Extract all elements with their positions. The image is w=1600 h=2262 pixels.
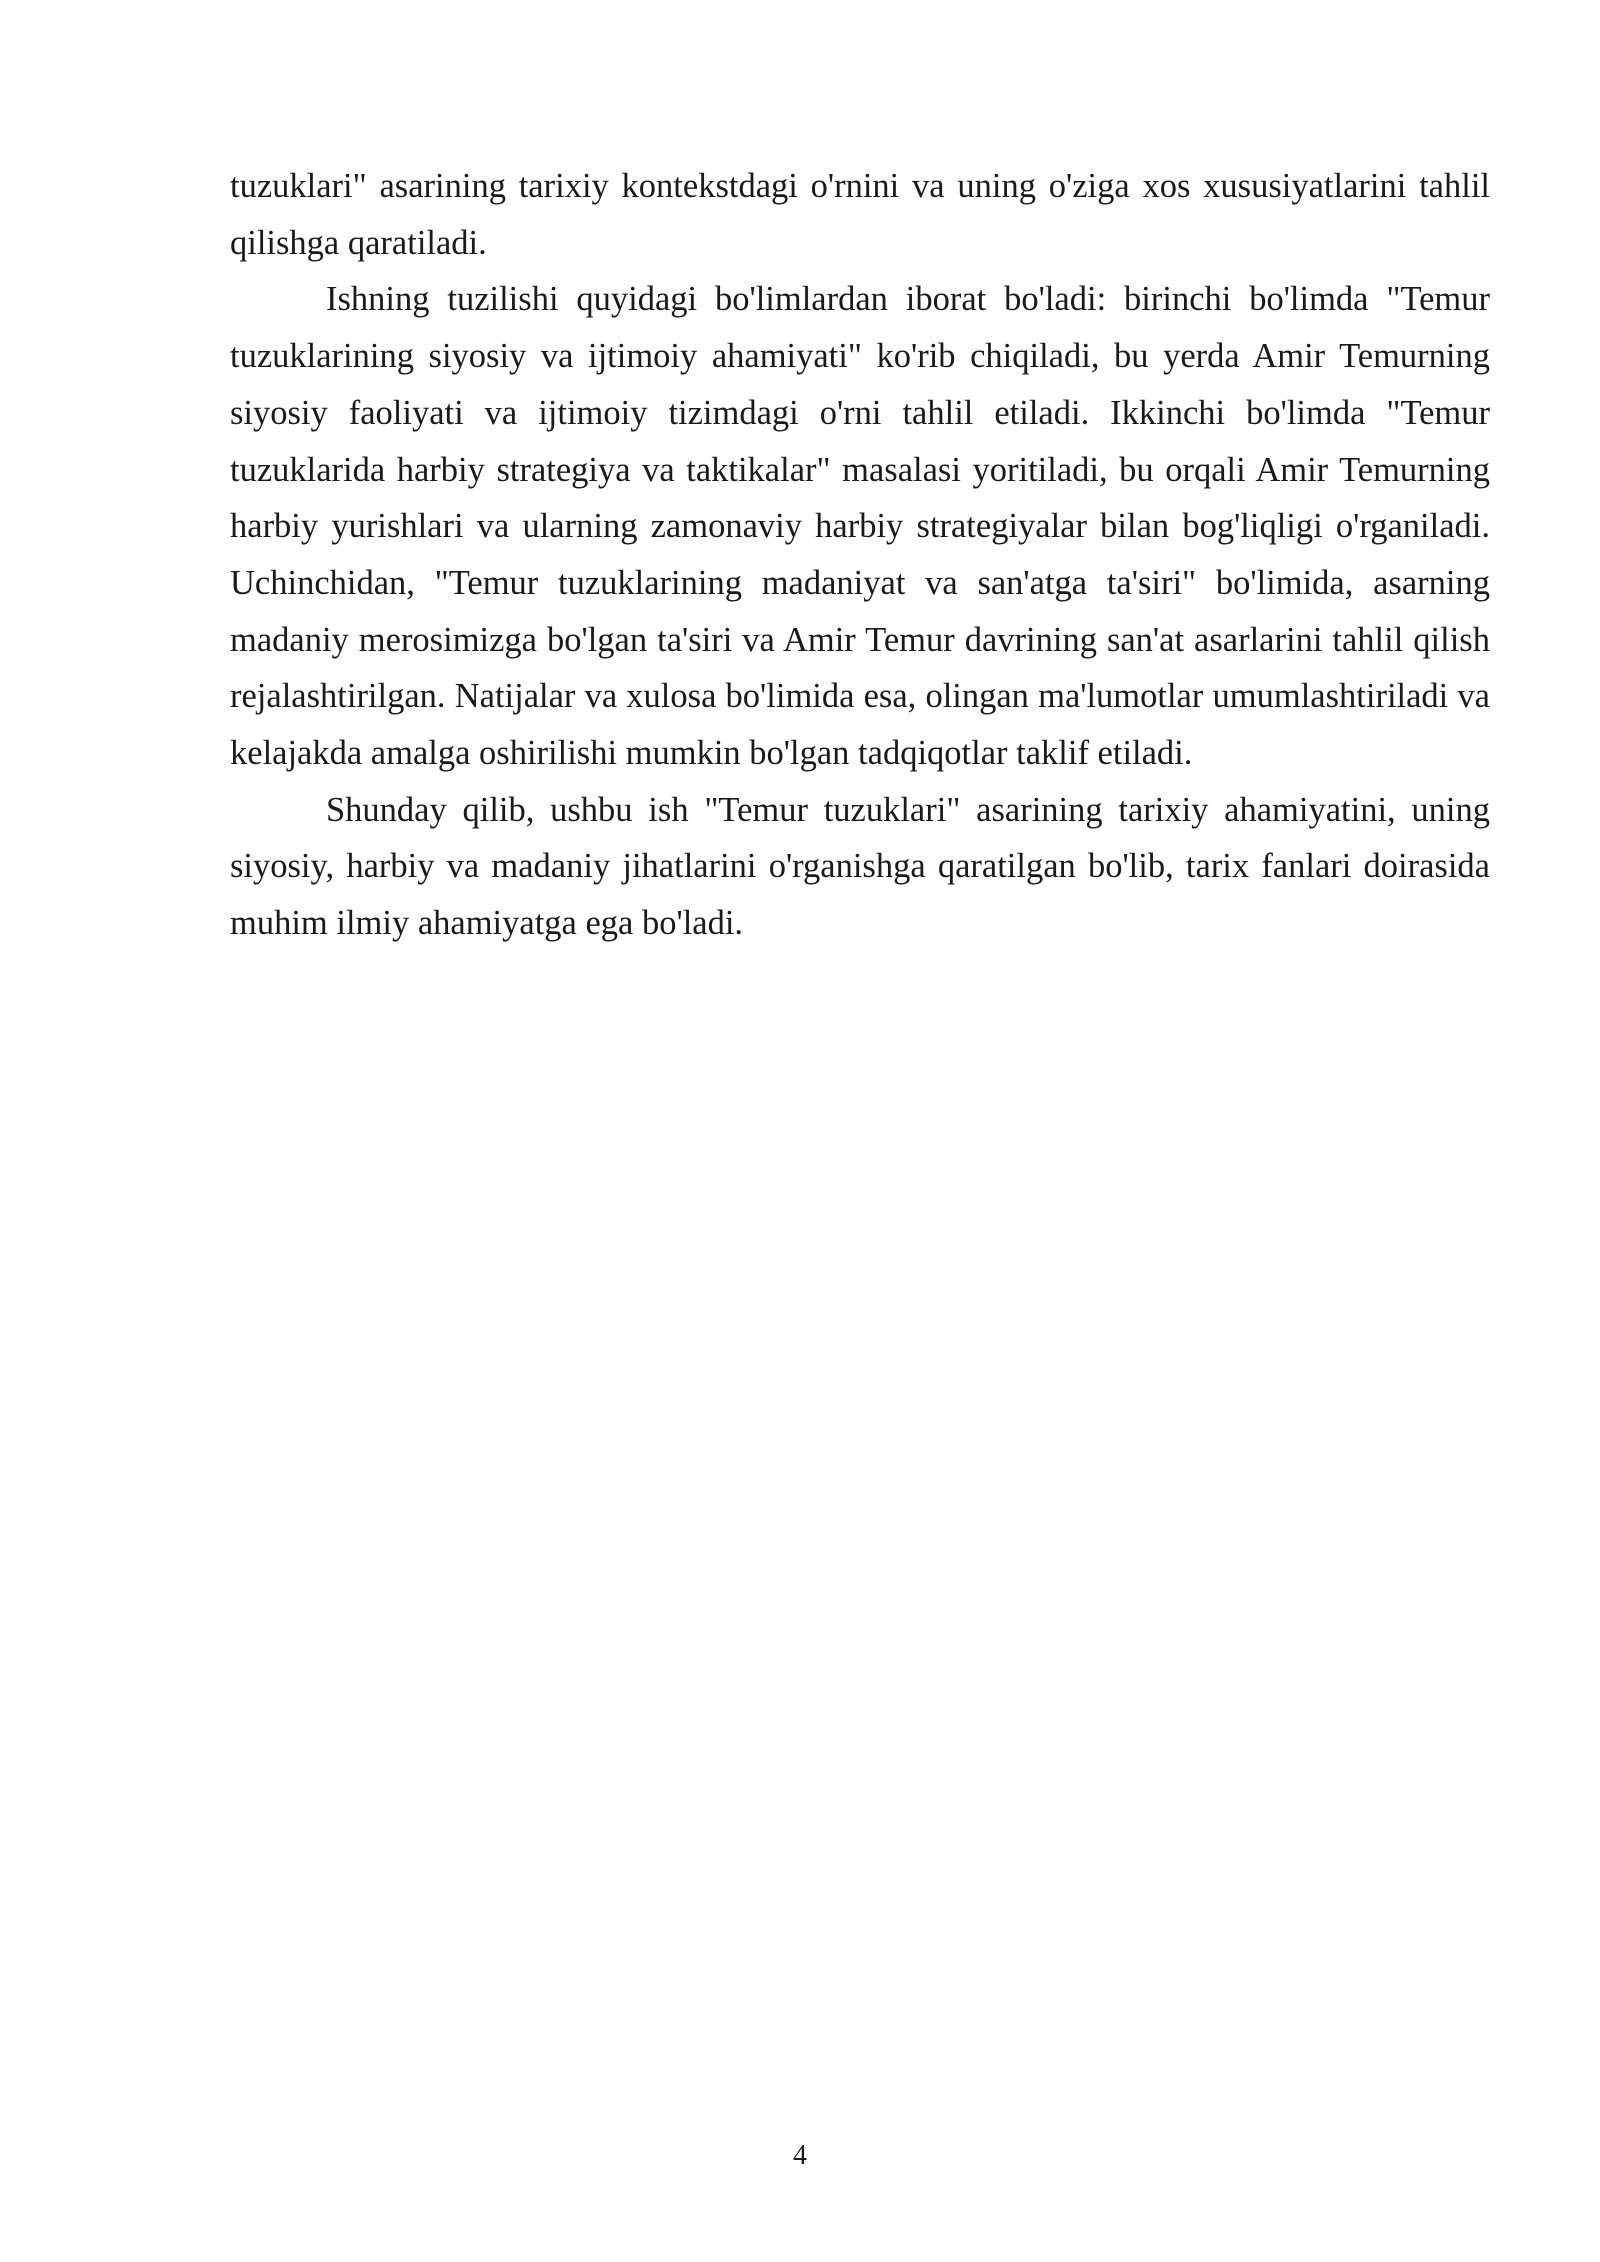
page-number: 4: [793, 2140, 807, 2171]
paragraph-work-structure: Ishning tuzilishi quyidagi bo'limlardan iborat bo'ladi: birinchi bo'limda "Temur tuzuklarining siyosiy va ijtimoiy ahamiyati" ko'rib chiqiladi, bu yerda Amir Temurning siyosiy faoliyati va ijtimoiy tizimdagi o'rni tahlil etiladi. Ikkinchi bo'limda "Temur tuzuklarida harbiy strategiya va taktikalar" masalasi yoritiladi, bu orqali Amir Temurning harbiy yurishlari va ularning zamonaviy harbiy strategiyalar bilan bog'liqligi o'rganiladi. Uchinchidan, "Temur tuzuklarining madaniyat va san'atga ta'siri" bo'limida, asarning madaniy merosimizga bo'lgan ta'siri va Amir Temur davrining san'at asarlarini tahlil qilish rejalashtirilgan. Natijalar va xulosa bo'limida esa, olingan ma'lumotlar umumlashtiriladi va kelajakda amalga oshirilishi mumkin bo'lgan tadqiqotlar taklif etiladi.: [230, 280, 1490, 773]
paragraph-conclusion: Shunday qilib, ushbu ish "Temur tuzuklari" asarining tarixiy ahamiyatini, uning siyosiy, harbiy va madaniy jihatlarini o'rganishga qaratilgan bo'lib, tarix fanlari doirasida muhim ilmiy ahamiyatga ega bo'ladi.: [230, 790, 1490, 943]
paragraph-continuation: tuzuklari" asarining tarixiy kontekstdagi o'rnini va uning o'ziga xos xususiyatlarini tahlil qilishga qaratiladi.: [230, 167, 1490, 262]
body-text: [230, 158, 1490, 952]
